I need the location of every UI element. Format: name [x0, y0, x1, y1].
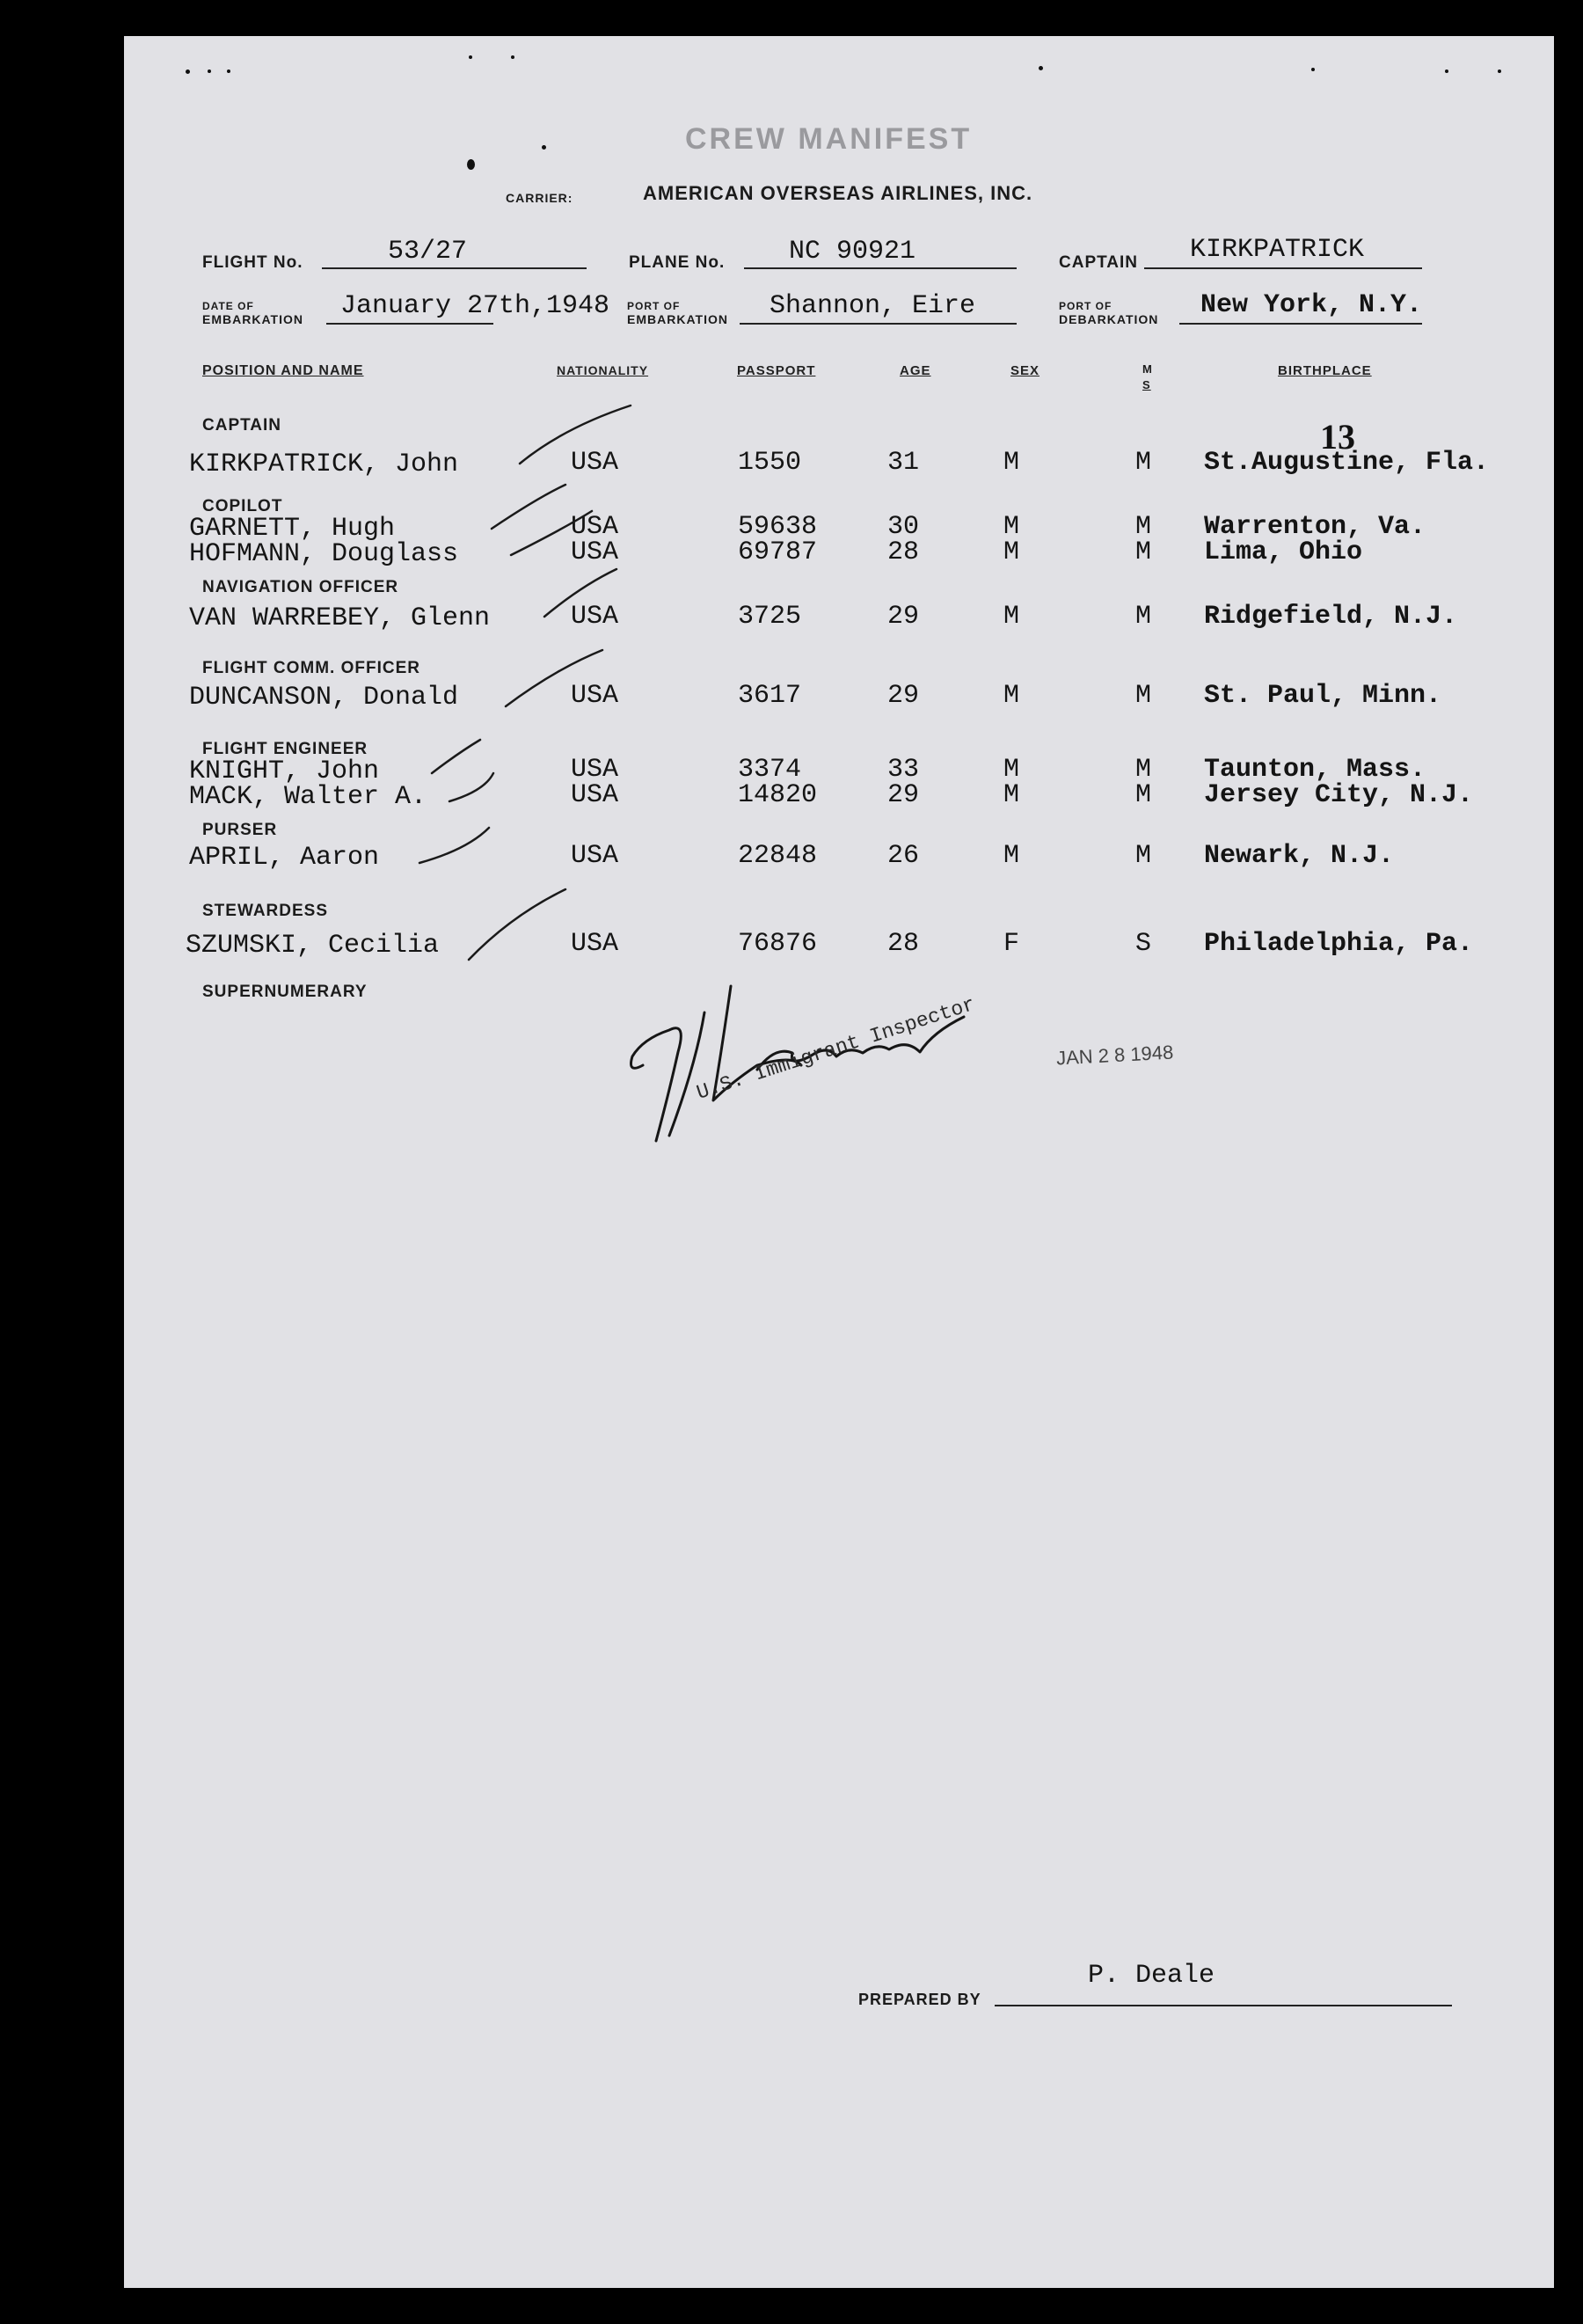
crew-age: 31	[887, 448, 920, 478]
crew-sex: M	[1003, 602, 1020, 632]
section-engineer: FLIGHT ENGINEER	[202, 740, 368, 758]
port-emb-label-2: EMBARKATION	[627, 312, 728, 326]
col-birthplace: BIRTHPLACE	[1278, 363, 1372, 378]
section-copilot: COPILOT	[202, 497, 283, 515]
check-mark	[544, 569, 616, 617]
col-marital-m: M	[1142, 362, 1153, 376]
crew-name: HOFMANN, Douglass	[189, 539, 459, 569]
crew-passport: 1550	[738, 448, 802, 478]
crew-passport: 3725	[738, 602, 802, 632]
col-passport: PASSPORT	[737, 363, 816, 378]
crew-nationality: USA	[571, 929, 619, 959]
check-mark	[469, 889, 565, 960]
col-sex: SEX	[1010, 363, 1040, 378]
crew-sex: M	[1003, 537, 1020, 567]
captain-value: KIRKPATRICK	[1190, 235, 1365, 265]
crew-passport: 59638	[738, 512, 818, 542]
stamp-date: JAN 2 8 1948	[1055, 1041, 1174, 1070]
inspector-signature	[616, 968, 1109, 1197]
prepared-by-label: PREPARED BY	[858, 1991, 981, 2008]
crew-birthplace: Jersey City, N.J.	[1204, 780, 1474, 810]
section-captain: CAPTAIN	[202, 416, 282, 435]
crew-sex: M	[1003, 780, 1020, 810]
crew-marital: M	[1135, 537, 1152, 567]
page-number: 13	[1320, 417, 1355, 457]
check-marks	[124, 36, 1554, 1092]
section-comm: FLIGHT COMM. OFFICER	[202, 659, 420, 677]
crew-sex: F	[1003, 929, 1020, 959]
crew-passport: 3374	[738, 755, 802, 785]
prepared-by-line	[995, 2005, 1452, 2006]
crew-name: VAN WARREBEY, Glenn	[189, 603, 491, 633]
crew-nationality: USA	[571, 602, 619, 632]
port-deb-value: New York, N.Y.	[1200, 290, 1423, 320]
crew-nationality: USA	[571, 780, 619, 810]
crew-birthplace: Ridgefield, N.J.	[1204, 602, 1458, 632]
section-stewardess: STEWARDESS	[202, 902, 329, 920]
manifest-page	[124, 36, 1554, 2288]
crew-name: APRIL, Aaron	[189, 843, 380, 873]
crew-age: 29	[887, 780, 920, 810]
crew-sex: M	[1003, 755, 1020, 785]
crew-birthplace: St.Augustine, Fla.	[1204, 448, 1490, 478]
check-mark	[492, 485, 565, 529]
crew-sex: M	[1003, 512, 1020, 542]
crew-name: SZUMSKI, Cecilia	[186, 931, 440, 961]
section-purser: PURSER	[202, 821, 278, 839]
crew-name: GARNETT, Hugh	[189, 514, 396, 544]
crew-birthplace: Philadelphia, Pa.	[1204, 929, 1474, 959]
plane-no-value: NC 90921	[789, 237, 916, 267]
check-mark	[449, 773, 493, 801]
crew-age: 28	[887, 929, 920, 959]
check-mark	[520, 406, 631, 464]
crew-passport: 76876	[738, 929, 818, 959]
col-age: AGE	[900, 363, 931, 378]
crew-name: KIRKPATRICK, John	[189, 449, 459, 479]
crew-birthplace: Lima, Ohio	[1204, 537, 1363, 567]
crew-name: DUNCANSON, Donald	[189, 683, 459, 713]
port-deb-label-1: PORT OF	[1059, 300, 1112, 312]
crew-passport: 3617	[738, 681, 802, 711]
date-label-2: EMBARKATION	[202, 312, 303, 326]
crew-birthplace: St. Paul, Minn.	[1204, 681, 1442, 711]
crew-age: 33	[887, 755, 920, 785]
prepared-by-value: P. Deale	[1088, 1961, 1215, 1991]
crew-marital: M	[1135, 841, 1152, 871]
col-nationality: NATIONALITY	[557, 363, 649, 377]
flight-no-value: 53/27	[388, 237, 468, 267]
inspector-stamp: U.S. Immigrant Inspector	[694, 992, 979, 1105]
crew-marital: M	[1135, 512, 1152, 542]
date-label-1: DATE OF	[202, 300, 254, 312]
crew-age: 29	[887, 681, 920, 711]
crew-birthplace: Newark, N.J.	[1204, 841, 1395, 871]
crew-name: KNIGHT, John	[189, 756, 380, 786]
check-mark	[511, 511, 592, 555]
col-marital-s: S	[1142, 378, 1151, 391]
check-mark	[432, 740, 480, 773]
crew-birthplace: Taunton, Mass.	[1204, 755, 1426, 785]
crew-nationality: USA	[571, 448, 619, 478]
crew-birthplace: Warrenton, Va.	[1204, 512, 1426, 542]
crew-nationality: USA	[571, 681, 619, 711]
crew-age: 30	[887, 512, 920, 542]
crew-sex: M	[1003, 841, 1020, 871]
crew-sex: M	[1003, 448, 1020, 478]
date-value: January 27th,1948	[340, 291, 610, 321]
crew-marital: M	[1135, 602, 1152, 632]
section-supernumerary: SUPERNUMERARY	[202, 983, 368, 1001]
crew-sex: M	[1003, 681, 1020, 711]
crew-marital: M	[1135, 755, 1152, 785]
port-emb-label-1: PORT OF	[627, 300, 681, 312]
check-mark	[419, 828, 489, 863]
plane-no-label: PLANE No.	[629, 253, 726, 272]
crew-nationality: USA	[571, 755, 619, 785]
section-navigation: NAVIGATION OFFICER	[202, 578, 399, 596]
captain-label: CAPTAIN	[1059, 253, 1139, 272]
flight-no-label: FLIGHT No.	[202, 253, 303, 272]
page-title: CREW MANIFEST	[685, 122, 973, 156]
crew-marital: M	[1135, 780, 1152, 810]
crew-marital: M	[1135, 681, 1152, 711]
crew-nationality: USA	[571, 841, 619, 871]
crew-passport: 14820	[738, 780, 818, 810]
port-emb-value: Shannon, Eire	[770, 291, 976, 321]
crew-passport: 69787	[738, 537, 818, 567]
carrier-value: AMERICAN OVERSEAS AIRLINES, INC.	[643, 182, 1033, 204]
crew-name: MACK, Walter A.	[189, 782, 427, 812]
crew-marital: S	[1135, 929, 1152, 959]
crew-age: 26	[887, 841, 920, 871]
crew-marital: M	[1135, 448, 1152, 478]
crew-age: 28	[887, 537, 920, 567]
port-deb-label-2: DEBARKATION	[1059, 312, 1159, 326]
col-position-name: POSITION AND NAME	[202, 363, 364, 378]
crew-age: 29	[887, 602, 920, 632]
crew-passport: 22848	[738, 841, 818, 871]
carrier-label: CARRIER:	[506, 191, 573, 205]
check-mark	[506, 650, 602, 706]
crew-nationality: USA	[571, 537, 619, 567]
crew-nationality: USA	[571, 512, 619, 542]
